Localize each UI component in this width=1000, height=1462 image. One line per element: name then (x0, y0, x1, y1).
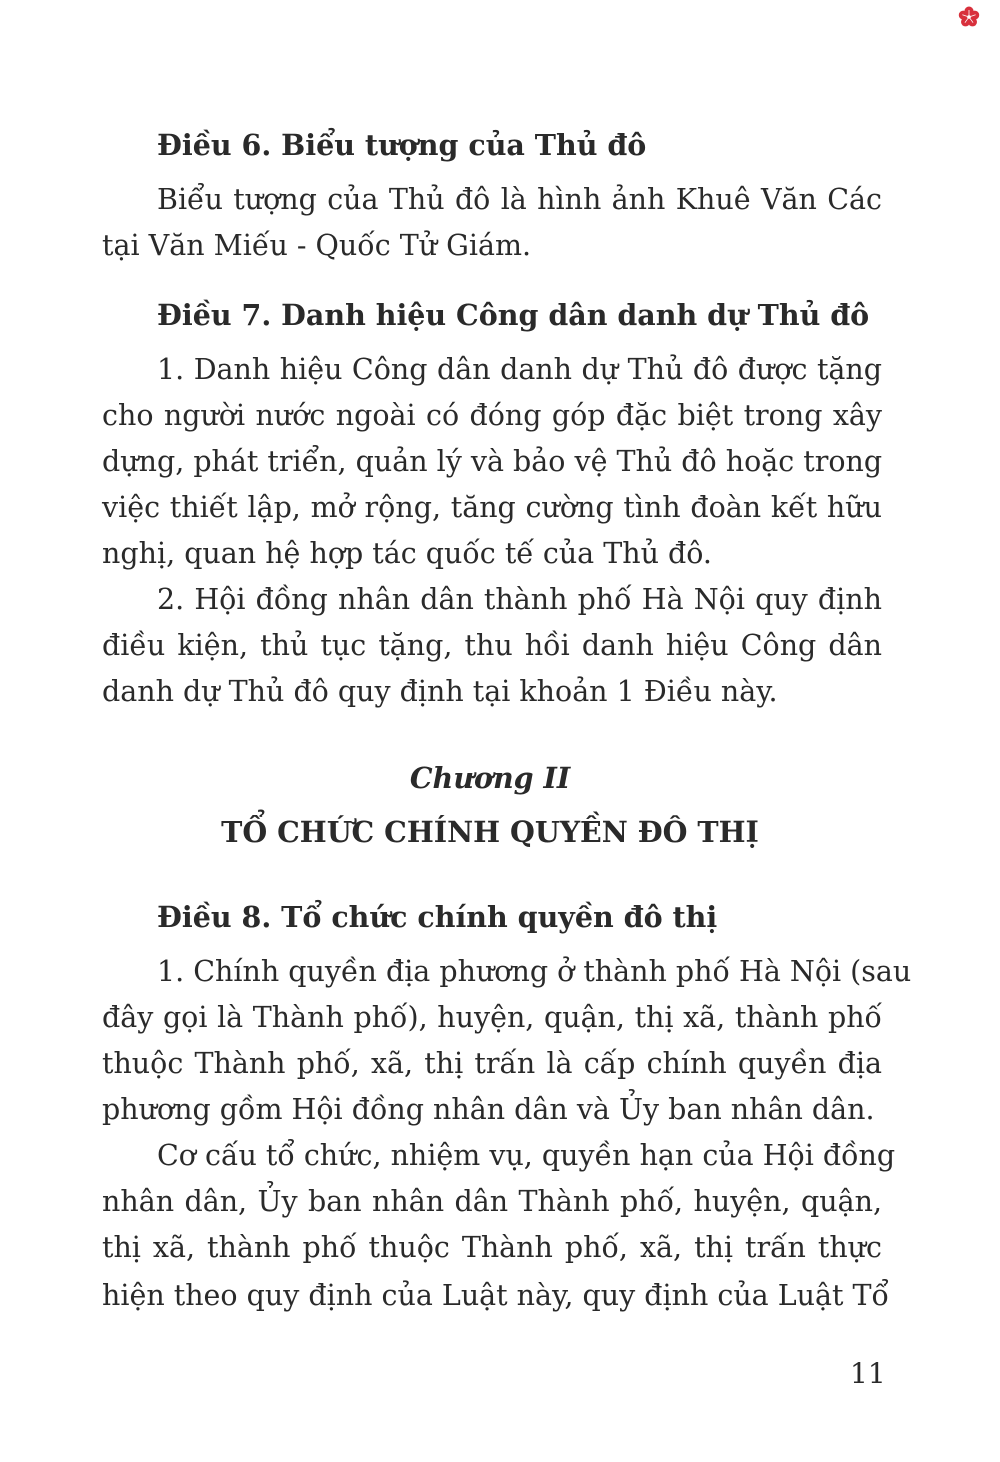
body-line: phương gồm Hội đồng nhân dân và Ủy ban nhân dân. (102, 1093, 875, 1126)
body-line: việc thiết lập, mở rộng, tăng cường tình đoàn kết hữu (102, 491, 882, 524)
article-7-heading: Điều 7. Danh hiệu Công dân danh dự Thủ đô (157, 298, 870, 332)
body-line: thuộc Thành phố, xã, thị trấn là cấp chính quyền địa (102, 1047, 882, 1080)
article-8-heading: Điều 8. Tổ chức chính quyền đô thị (157, 900, 718, 934)
chapter-label: Chương II (409, 761, 571, 795)
page-number: 11 (850, 1357, 886, 1390)
body-line: cho người nước ngoài có đóng góp đặc biệt trong xây (102, 399, 882, 432)
body-line: tại Văn Miếu - Quốc Tử Giám. (102, 229, 532, 262)
body-line: dựng, phát triển, quản lý và bảo vệ Thủ đô hoặc trong (102, 445, 883, 478)
body-line: 2. Hội đồng nhân dân thành phố Hà Nội quy định (157, 583, 882, 616)
body-line: Biểu tượng của Thủ đô là hình ảnh Khuê Văn Các (157, 183, 882, 216)
body-line: 1. Danh hiệu Công dân danh dự Thủ đô được tặng (157, 353, 882, 386)
body-line: đây gọi là Thành phố), huyện, quận, thị xã, thành phố (102, 1001, 882, 1034)
body-line: hiện theo quy định của Luật này, quy định của Luật Tổ (102, 1279, 889, 1312)
body-line: điều kiện, thủ tục tặng, thu hồi danh hiệu Công dân (102, 629, 882, 662)
body-line: thị xã, thành phố thuộc Thành phố, xã, thị trấn thực (102, 1231, 882, 1264)
body-line: 1. Chính quyền địa phương ở thành phố Hà Nội (sau (157, 955, 912, 988)
body-line: nghị, quan hệ hợp tác quốc tế của Thủ đô. (102, 537, 712, 570)
chapter-title: TỔ CHỨC CHÍNH QUYỀN ĐÔ THỊ (221, 815, 759, 849)
body-line: Cơ cấu tổ chức, nhiệm vụ, quyền hạn của Hội đồng (157, 1139, 896, 1172)
article-6-heading: Điều 6. Biểu tượng của Thủ đô (157, 128, 647, 162)
body-line: nhân dân, Ủy ban nhân dân Thành phố, huyện, quận, (102, 1185, 882, 1218)
body-line: danh dự Thủ đô quy định tại khoản 1 Điều này. (102, 675, 778, 708)
flower-logo-icon (958, 6, 980, 28)
